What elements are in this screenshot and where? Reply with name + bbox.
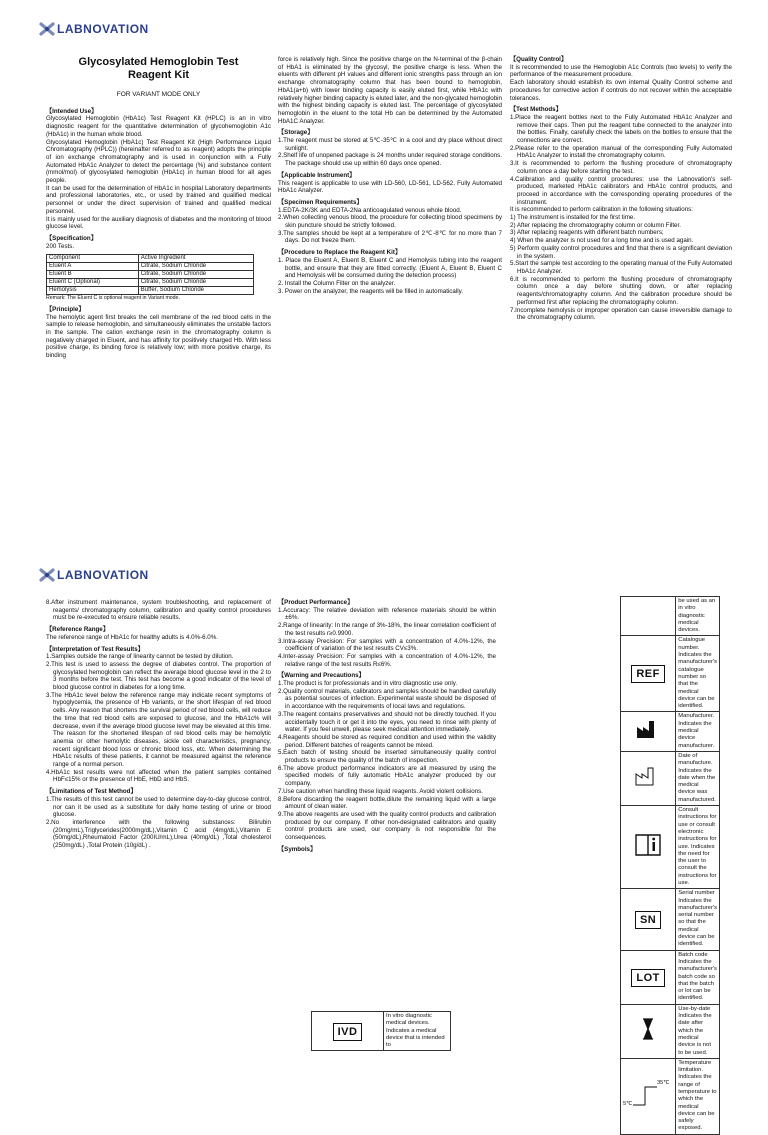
section-heading: 【Interpretation of Test Results】 — [46, 645, 144, 653]
symbol-icon-cell — [621, 751, 676, 805]
list-item: 6.The above product performance indicators are all measured by using the specified models of fully automatic HbA1c analyzer produced by our company. — [278, 764, 496, 788]
symbol-icon-cell — [621, 950, 676, 1004]
list-item: 2. Install the Column Filter on the analyzer. — [278, 279, 396, 287]
list-item: 6.It is recommended to perform the flushing procedure of chromatography column once a day before shutting down, or after replacing reagents/chromatography column. And the calibration procedure should be performed first after replacing the chromatography column. — [510, 275, 732, 306]
list-item: 4) When the analyzer is not used for a long time and is used again. — [510, 237, 694, 245]
symbol-row — [621, 889, 720, 950]
table-cell: Citrate, Sodium Chloride — [138, 279, 253, 287]
list-item: 2) After replacing the chromatography column or column Filter. — [510, 221, 681, 229]
list-item: 2.Range of linearity: In the range of 3%-18%, the linear correlation coefficient of the test results r≥0.9900. — [278, 622, 496, 637]
symbol-icon-cell — [621, 889, 676, 950]
list-item: 2.This test is used to assess the degree of diabetes control. The proportion of glycosylated hemoglobin can reflect the average blood glucose level in the 2 to 3 months before the test. This test has become a good indicator of the level of blood glucose control in diabetes for a long time. — [46, 660, 271, 692]
section-heading: 【Limitations of Test Method】 — [46, 788, 137, 796]
section-heading: 【Quality Control】 — [510, 56, 568, 63]
section-paragraph: It can be used for the determination of HbA1c in hospital Laboratory departments and professional laboratories, etc., or used by trained and qualified medical personnel or under the direct supervision of trained and qualified medical personnel. — [46, 184, 271, 215]
symbol-description: Date of manufacture. Indicates the date when the medical device was manufactured. — [676, 751, 720, 805]
list-item: 4.Reagents should be stored as required condition and used within the validity period. Different batches of reagents cannot be mixed. — [278, 733, 496, 749]
ivd-icon: IVD — [333, 1023, 363, 1041]
list-item: 1.The product is for professionals and in vitro diagnostic use only. — [278, 680, 458, 688]
symbol-description: be used as an in vitro diagnostic medical devices. — [676, 597, 720, 636]
symbol-description: Manufacturer. Indicates the medical device manufacturer. — [676, 712, 720, 751]
section-paragraph: This reagent is applicable to use with LD-560, LD-561, LD-562, Fully Automated HbA1c Analyzer. — [278, 179, 502, 195]
title-line-1: Glycosylated Hemoglobin Test — [78, 56, 239, 68]
list-item: 4.HbA1c test results were not affected when the patient samples contained HbF≤15% or the presence of HbE, HbD and HbS. — [46, 768, 271, 784]
symbol-icon-cell — [621, 712, 676, 751]
ivd-text: In vitro diagnostic medical devices. Indicates a medical device that is intended to — [384, 1012, 451, 1051]
list-item: 3) After replacing reagents with different batch numbers; — [510, 229, 664, 237]
symbols-table — [620, 596, 720, 1135]
section-paragraph: 200 Tests. — [46, 242, 75, 250]
list-item: 2.When collecting venous blood, the procedure for collecting blood specimens by skin puncture should be strictly followed. — [278, 214, 502, 230]
temperature-limit-icon — [623, 1081, 673, 1111]
symbol-icon-cell — [621, 1004, 676, 1058]
list-item: 3.The reagent contains preservatives and should not be directly touched. If you accidentally touch it or get it into the eyes, you need to rinse with plenty of water. If you feel unwell, please seek medical attention immediately. — [278, 710, 496, 734]
consult-instructions-icon — [633, 833, 663, 857]
section-heading: 【Specification】 — [46, 234, 97, 242]
symbol-description: Consult instructions for use or consult electronic instructions for use. Indicates the need for the user to consult the instructions for use. — [676, 806, 720, 889]
list-item: 1.Place the reagent bottles next to the Fully Automated HbA1c Analyzer and remove their caps. Then put the reagent tube connected to the analyzer into the bottles. Finally, carefully check the labels on the bottles to ensure that the connections are correct. — [510, 113, 732, 145]
use-by-date-icon — [641, 1018, 655, 1040]
column-4 — [46, 599, 271, 1024]
section-heading: 【Principle】 — [46, 305, 85, 313]
table-row — [47, 271, 254, 279]
section-heading: 【Procedure to Replace the Reagent Kit】 — [278, 249, 402, 257]
list-item: 5) Perform quality control procedures and find that there is a significant deviation in the system. — [510, 244, 732, 260]
symbol-row — [621, 1004, 720, 1058]
labnovation-logo-icon — [40, 23, 54, 35]
list-item: 3.The samples should be kept at a temperature of 2℃-8℃ for no more than 7 days. Do not freeze them. — [278, 229, 502, 245]
table-cell: Hemolysis — [47, 287, 139, 295]
document-subtitle: FOR VARIANT MODE ONLY — [116, 91, 201, 98]
table-cell: Eluent B — [47, 271, 139, 279]
section-list — [278, 137, 502, 168]
list-item: 2.No interference with the following substances: Bilirubin (20mg/mL),Triglycerides(2000mg/dL),Vitamin C acid (4mg/dL),Vitamin E (50mg/dL),Rheumatoid Factor (200IU/mL),Urea (40mg/dL) ,Total cholesterol (250mg/dL) ,Total Protein (10g/dL) . — [46, 818, 271, 850]
symbol-description: Serial number Indicates the manufacturer's serial number so that the medical device can be identified. — [676, 889, 720, 950]
section-heading: 【Intended Use】 — [46, 107, 98, 115]
section-paragraph: Each laboratory should establish its own internal Quality Control scheme and procedures for corrective action if controls do not recover within the acceptable tolerances. — [510, 79, 732, 102]
symbol-description: Temperature limitation. Indicates the range of temperature to which the medical device can be safely exposed. — [676, 1058, 720, 1134]
section-list — [46, 796, 271, 850]
list-item: 2.Please refer to the operation manual of the corresponding Fully Automated HbA1c Analyzer to install the chromatography column. — [510, 144, 732, 160]
symbol-row — [621, 806, 720, 889]
table-cell: Eluent C (Optional) — [47, 279, 139, 287]
brand-name: LABNOVATION — [57, 22, 149, 36]
labnovation-logo-icon — [40, 569, 54, 581]
brand-logo-page2 — [40, 568, 149, 582]
list-item: 8.Before discarding the reagent bottle,dilute the remaining liquid with a large amount of clean water. — [278, 795, 496, 811]
manufacturer-icon — [635, 719, 661, 739]
symbol-description: Use-by-date Indicates the date after which the medical device is not to be used. — [676, 1004, 720, 1058]
brand-logo — [40, 22, 149, 36]
section-heading: 【Specimen Requirements】 — [278, 198, 363, 206]
list-item: 8.After instrument maintenance, system troubleshooting, and replacement of reagents/ chromatography column, calibration and quality control procedures must be re-executed to ensure reliable results. — [46, 599, 271, 622]
ref-icon: REF — [631, 665, 665, 683]
list-item: 9.The above reagents are used with the quality control products and calibration produced by our company. If other non-designated calibrators and quality control products are used, our company is not responsible for the consequences. — [278, 810, 496, 842]
section-paragraph: The hemolytic agent first breaks the cell membrane of the red blood cells in the sample to release hemoglobin, and simultaneously eliminates the unstable factors in the sample. The cation exchange resin in the chromatography column is negatively charged in Eluent, and has affinity for positively charged Hb. With less positive charge, its binding force is relatively low; with more positive charge, its binding — [46, 313, 271, 360]
section-heading: 【Warning and Precautions】 — [278, 672, 365, 680]
list-item: 7.Incomplete hemolysis or improper operation can cause irreversible damage to the chromatography column. — [510, 306, 732, 322]
brand-name: LABNOVATION — [57, 568, 149, 582]
section-paragraph: It is recommended to perform calibration in the following situations: — [510, 206, 693, 214]
table-row — [47, 255, 254, 263]
section-list — [510, 214, 732, 260]
component-remark: Remark: The Eluent C is optional reagent in Variant mode. — [46, 295, 180, 302]
list-item: 2.Quality control materials, calibrators and samples should be handled carefully as potential sources of infection. Experimental waste should be disposed of in accordance with the requirements of local laws and regulations. — [278, 687, 496, 711]
list-item: 2.Shelf life of unopened package is 24 months under required storage conditions. The package should use up within 60 days once opened. — [278, 152, 502, 168]
section-list — [278, 207, 502, 246]
column-3 — [510, 56, 732, 516]
section-paragraph: It is recommended to use the Hemoglobin A1c Controls (two levels) to verify the performance of the measurement procedure. — [510, 63, 732, 79]
list-item: 4.Calibration and quality control procedures: use the Labnovation's self-produced, marketed HbA1c calibrators and HbA1c control products, and proceed in accordance with the corresponding operating procedures of the instrument. — [510, 175, 732, 206]
section-list — [278, 607, 496, 669]
symbol-icon-cell — [621, 636, 676, 712]
symbol-icon-cell — [621, 597, 676, 636]
list-item: 1.EDTA-2K/3K and EDTA-2Na anticoagulated venous whole blood. — [278, 206, 462, 214]
list-item: 1.The reagent must be stored at 5℃-35℃ in a cool and dry place without direct sunlight. — [278, 137, 502, 152]
list-item: 1.The results of this test cannot be used to determine day-to-day glucose control, nor can it be used as a substitute for daily home testing of urine or blood glucose. — [46, 795, 271, 819]
ivd-icon-cell — [312, 1012, 384, 1051]
section-list — [278, 257, 502, 296]
section-heading: 【Storage】 — [278, 129, 314, 137]
table-cell: Component — [47, 255, 139, 263]
date-of-manufacture-icon — [634, 766, 662, 786]
list-item: 3.The HbA1c level below the reference range may indicate recent symptoms of hypoglycemia, the presence of Hb variants, or the short lifespan of red blood cells. Any reason that shortens the survival period of red blood cells, will reduce the time that red blood cells are exposed to glucose, and the HbA1c% will decrease, even if the average blood glucose level may be elevated at this time. The reason for the shortened lifespan of red blood cells may be hemolytic anemia or other hemolytic diseases, sickle cell characteristics, pregnancy, recent significant blood loss or chronic blood loss, etc. When determining the HbA1c results of these patients, it cannot be measured against the reference range of a normal person. — [46, 691, 271, 769]
lot-icon: LOT — [631, 969, 665, 987]
document-title — [46, 56, 271, 82]
symbol-icon-cell — [621, 1058, 676, 1134]
column-1 — [46, 56, 271, 518]
table-cell: Eluent A — [47, 263, 139, 271]
table-row — [47, 263, 254, 271]
component-table — [46, 254, 254, 295]
table-row — [47, 287, 254, 295]
list-item: 1.Samples outside the range of linearity cannot be tested by dilution. — [46, 653, 234, 661]
list-item: 3. Power on the analyzer, the reagents will be filled in automatically. — [278, 287, 463, 295]
temperature-low: 5℃ — [623, 1101, 633, 1108]
table-row — [47, 279, 254, 287]
ivd-symbol-row — [311, 1011, 451, 1051]
section-paragraph: The reference range of HbA1c for healthy adults is 4.0%-6.0%. — [46, 633, 218, 641]
column-2 — [278, 56, 502, 506]
table-cell: Citrate, Sodium Chloride — [138, 271, 253, 279]
list-item: 1.Accuracy: The relative deviation with reference materials should be within ±6%. — [278, 606, 496, 622]
list-item: 1. Place the Eluent A, Eluent B, Eluent C and Hemolysis tubing into the reagent bottle, and ensure that they are fitted correctly. (Eluent A, Eluent B, Eluent C and Hemolysis will be consumed during the detection process) — [278, 256, 502, 280]
symbol-description: Catalogue number. Indicates the manufacturer's catalogue number so that the medical device can be identified. — [676, 636, 720, 712]
section-list — [510, 260, 732, 322]
list-item: 5.Each batch of testing should be inserted simultaneously quality control products to ensure the quality of the batch of inspection. — [278, 749, 496, 765]
section-heading: 【Symbols】 — [278, 845, 317, 853]
list-item: 1) The instrument is installed for the first time. — [510, 214, 636, 222]
list-item: 4.Inter-assay Precision: For samples with a concentration of 4.0%-12%, the relative range of the test results R≤6%. — [278, 652, 496, 668]
symbol-description: Batch code Indicates the manufacturer's batch code so that the batch or lot can be identified. — [676, 950, 720, 1004]
section-paragraph: Glycosylated Hemoglobin (HbA1c) Test Reagent Kit (HPLC) is an in vitro diagnostic reagent for the quantitative determination of glycohemoglobin A1c (HbA1c) in the human whole blood. — [46, 115, 271, 138]
section-list — [46, 653, 271, 784]
section-paragraph: force is relatively high. Since the positive charge on the N-terminal of the β-chain of HbA1 is eliminated by the glycosyl, the positive charge is less. When the eluents with different pH values and different ionic strengths pass through an ion exchange chromatography column that has been bound to hemoglobin, HbA1(a+b) with lower binding capacity is easily eluted first, while HbA1c with relatively higher binding capacity is eluted later, and the non-glycated hemoglobin with the highest binding capacity is eluted last. The percentage of glycosylated hemoglobin in the eluent to the total Hb can be determined by the Automated HbA1C Analyzer. — [278, 56, 502, 125]
symbol-row — [621, 1058, 720, 1134]
list-item: 3.It is recommended to perform the flushing procedure of chromatography column once a day before starting the test. — [510, 160, 732, 175]
section-paragraph: It is mainly used for the auxiliary diagnosis of diabetes and the monitoring of blood glucose level. — [46, 215, 271, 231]
symbol-row — [621, 751, 720, 805]
symbol-row — [621, 712, 720, 751]
section-heading: 【Product Performance】 — [278, 599, 354, 606]
sn-icon: SN — [635, 911, 661, 929]
section-heading: 【Applicable Instrument】 — [278, 171, 356, 179]
temperature-high: 35℃ — [657, 1080, 670, 1087]
list-item: 5.Start the sample test according to the operating manual of the Fully Automated HbA1c Analyzer. — [510, 260, 732, 275]
table-cell: Active Ingredient — [138, 255, 253, 263]
section-heading: 【Reference Range】 — [46, 626, 109, 634]
table-cell: Citrate, Sodium Chloride — [138, 263, 253, 271]
title-line-2: Reagent Kit — [127, 69, 190, 81]
section-heading: 【Test Methods】 — [510, 106, 562, 114]
symbol-icon-cell — [621, 806, 676, 889]
symbol-row — [621, 636, 720, 712]
table-cell: Buffer, Sodium Chloride — [138, 287, 253, 295]
symbol-row — [621, 597, 720, 636]
column-5 — [278, 599, 608, 1024]
list-item: 7.Use caution when handling these liquid reagents. Avoid violent collisions. — [278, 787, 483, 795]
symbol-row — [621, 950, 720, 1004]
list-item: 3.Intra-assay Precision: For samples with a concentration of 4.0%-12%, the coefficient of variation of the test results CV≤3%. — [278, 637, 496, 653]
section-paragraph: Glycosylated Hemoglobin (HbA1c) Test Reagent Kit (High Performance Liquid Chromatography (HPLC)) (hereinafter referred to as reagent) adopts the principle of ion exchange chromatography and is used in conjunction with a Fully Automated HbA1c Analyzer to detect the percentage (%) and substance content (mmol/mol) of glycosylated hemoglobin (HbA1c) in human blood for all ages people. — [46, 138, 271, 185]
section-list — [46, 599, 271, 622]
section-list — [278, 680, 496, 842]
section-list — [510, 114, 732, 206]
